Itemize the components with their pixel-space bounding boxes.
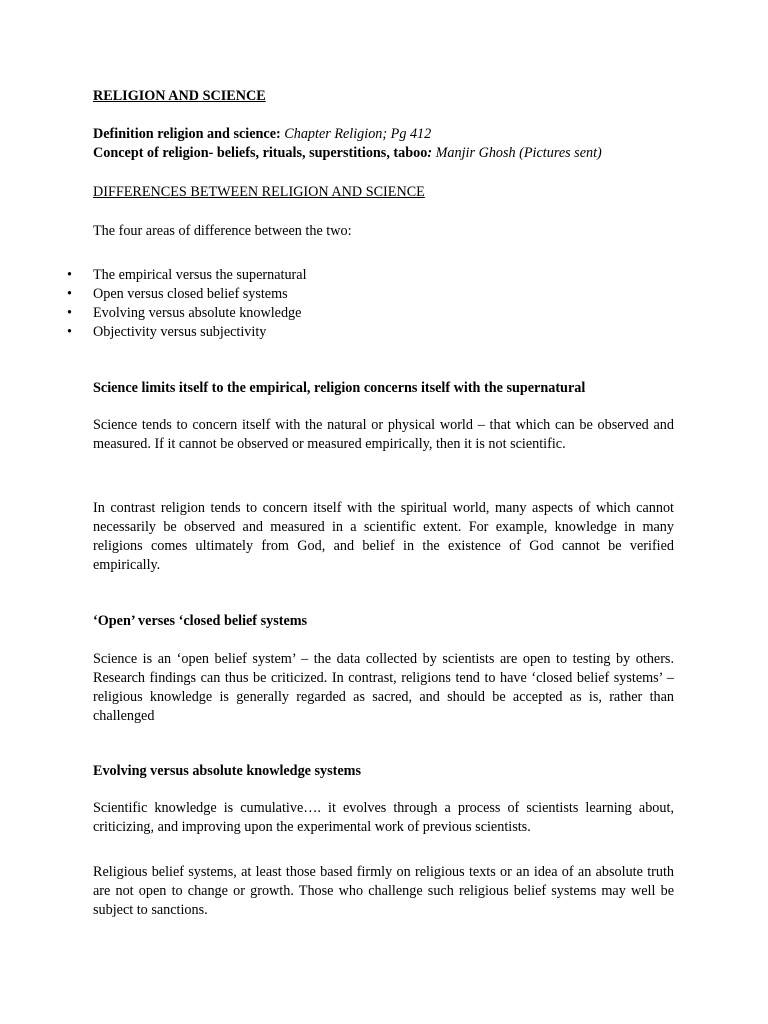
list-item-text: Objectivity versus subjectivity [93,324,267,340]
section-heading: Science limits itself to the empirical, religion concerns itself with the supernatural [93,380,586,396]
section-paragraph: Scientific knowledge is cumulative…. it evolves through a process of scientists learning about, criticizing, and improving upon the experimental work of previous scientists. [93,800,674,835]
section-heading: ‘Open’ verses ‘closed belief systems [93,613,308,629]
bullet-dot-icon: • [67,324,72,340]
bullet-dot-icon: • [67,305,72,321]
section-paragraph: Religious belief systems, at least those based firmly on religious texts or an idea of an absolute truth are not open to change or growth. Those who challenge such religious belief systems may well be subject to sanctions. [93,864,674,918]
definition-label: Definition religion and science: [93,126,281,142]
list-item [0,323,700,342]
concept-line [93,144,674,163]
section-subtitle: DIFFERENCES BETWEEN RELIGION AND SCIENCE [93,184,425,200]
list-item [0,285,700,304]
section-paragraph: Science is an ‘open belief system’ – the data collected by scientists are open to testing by others. Research findings can thus be criticized. In contrast, religions tend to have ‘closed belief systems’ – religious knowledge is generally regarded as sacred, and should be accepted as is, rather than challenged [93,651,674,724]
list-item [0,304,700,323]
differences-list [0,266,700,342]
bullet-dot-icon: • [67,267,72,283]
section-heading: Evolving versus absolute knowledge systems [93,763,362,779]
document-title: RELIGION AND SCIENCE [93,88,266,104]
section-paragraph: Science tends to concern itself with the natural or physical world – that which can be observed and measured. If it cannot be observed or measured empirically, then it is not scientific. [93,417,674,452]
concept-label: Concept of religion- beliefs, rituals, superstitions, taboo [93,145,428,161]
bullet-dot-icon: • [67,286,72,302]
section-paragraph: In contrast religion tends to concern itself with the spiritual world, many aspects of which cannot necessarily be observed and measured in a scientific extent. For example, knowledge in many religions comes ultimately from God, and belief in the existence of God cannot be verified empirically. [93,500,674,573]
concept-value: Manjir Ghosh (Pictures sent) [435,145,602,161]
list-item [0,266,700,285]
concept-colon: : [427,145,433,161]
list-item-text: The empirical versus the supernatural [93,267,307,283]
definition-line [93,125,674,144]
list-item-text: Open versus closed belief systems [93,286,288,302]
intro-text: The four areas of difference between the two: [93,223,352,239]
definition-value: Chapter Religion; Pg 412 [284,126,432,142]
list-item-text: Evolving versus absolute knowledge [93,305,302,321]
